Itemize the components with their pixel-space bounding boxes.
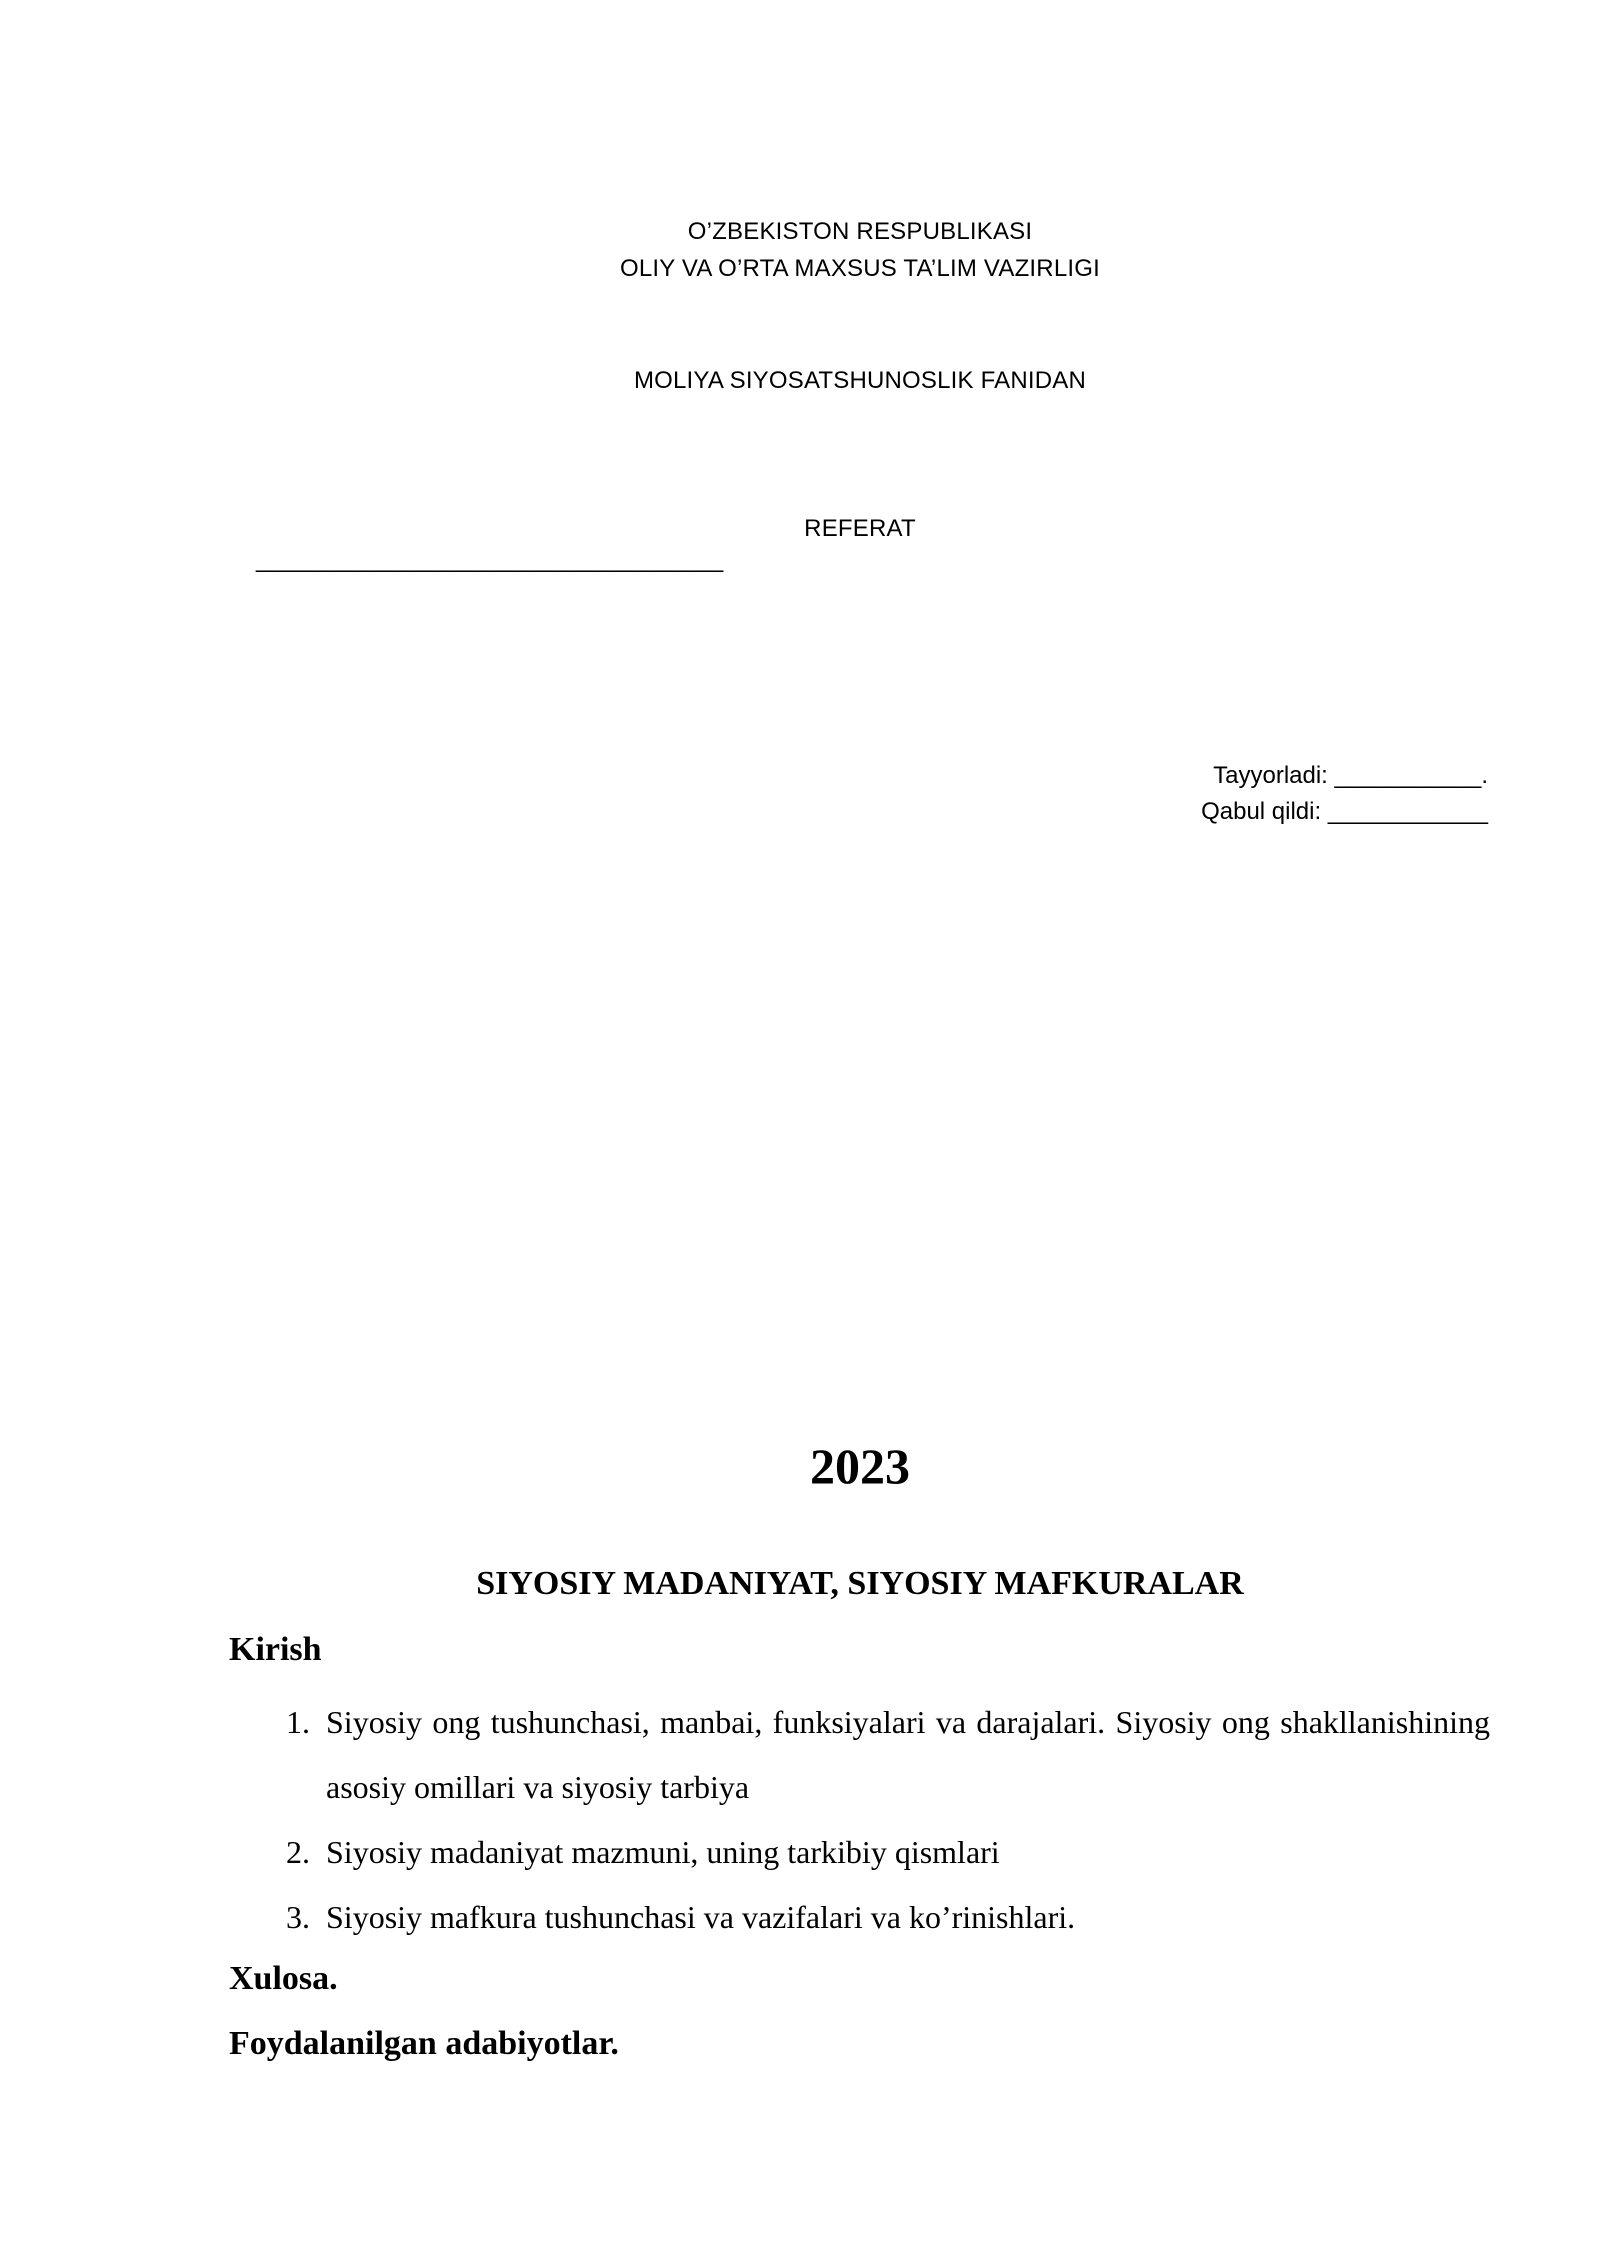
toc-item-number: 3.	[286, 1899, 310, 1935]
ministry-line-1: O’ZBEKISTON RESPUBLIKASI	[687, 218, 1033, 245]
toc-item	[270, 1690, 1490, 1820]
document-type-label: REFERAT	[804, 515, 916, 542]
intro-heading: Kirish	[229, 1631, 322, 1668]
toc-item-number: 2.	[286, 1834, 310, 1870]
name-blank-line: ___________________________________	[256, 546, 724, 573]
toc-item	[270, 1885, 1490, 1950]
toc-item	[270, 1820, 1490, 1885]
toc-item-text: Siyosiy mafkura tushunchasi va vazifalari va ko’rinishlari.	[326, 1899, 1076, 1935]
main-title: SIYOSIY MADANIYAT, SIYOSIY MAFKURALAR	[476, 1565, 1244, 1602]
ministry-line-2: OLIY VA O’RTA MAXSUS TA’LIM VAZIRLIGI	[620, 255, 1100, 282]
toc-item-number: 1.	[286, 1704, 310, 1740]
year-label: 2023	[810, 1438, 910, 1494]
references-heading: Foydalanilgan adabiyotlar.	[229, 2025, 619, 2062]
accepted-by-line: Qabul qildi: ____________	[1201, 798, 1488, 825]
conclusion-heading: Xulosa.	[229, 1960, 338, 1997]
subject-heading: MOLIYA SIYOSATSHUNOSLIK FANIDAN	[633, 367, 1087, 394]
toc-item-text: Siyosiy madaniyat mazmuni, uning tarkibiy qismlari	[326, 1834, 1000, 1870]
prepared-by-line: Tayyorladi: ___________.	[1213, 762, 1488, 789]
toc-item-text: Siyosiy ong tushunchasi, manbai, funksiyalari va darajalari. Siyosiy ong shakllanishining asosiy omillari va siyosiy tarbiya	[326, 1704, 1490, 1805]
